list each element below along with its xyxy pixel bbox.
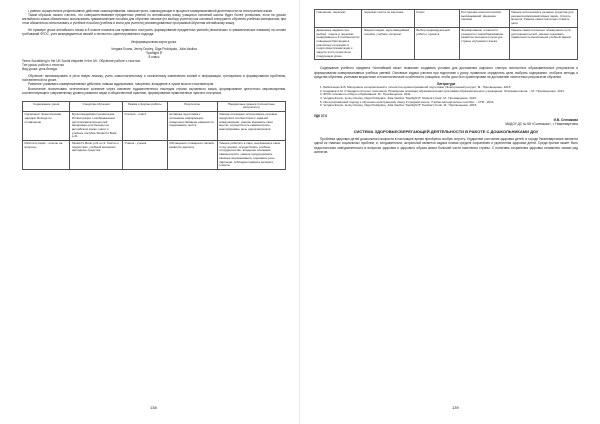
table-cell: Формирование готовности учащихся к самообразованию, развитие интереса к культуре страны изучаемого языка [459, 27, 509, 60]
reference-item: 1. Баблаченко Е.В. Материалы интерактивной и личностно-ориентированной подготовки (Электронный ресурс). М.: Просвещение, 2015. [320, 84, 512, 89]
lesson-type: Тип урока: работа с текстом. [22, 63, 65, 68]
table-cell: Класс [414, 10, 459, 28]
table-header: Режим и формы работы [122, 101, 167, 111]
page-number: 138 [150, 404, 157, 410]
paragraph: Развитие: развивать коммуникативные действия, навыки аудирования, говорения, вхождение в чужие мысли и мотиваторов. [28, 82, 215, 87]
table-cell: пересказ текста по картинке [362, 10, 415, 28]
lesson-table [22, 101, 286, 170]
table-cell: Умение использовать речевые средства для решения коммуникативных задач, строить монолог. Умение самостоятельно ставить цели [509, 10, 577, 28]
bullet-paragraph: • умение осуществлять рефлексивное действие самооценивания, самоконтроля, самокоррекции в процессе коммуникативной деятельности на иностранном языке. [22, 9, 286, 13]
paragraph: Проблема здоровья детей дошкольного возраста в настоящее время приобрела особую остроту. Ухудшение состояния здоровья детей, в городе Нижневартовске является одной из главных социальных проблем, и, следовательно, актуальной является задача поиска средств сохранения и укрепления здоровья детей. Среди причин может быть недостаточная осведомленность в вопросах здоровья и здорового образа жизни большей части населения страны. С понятием сохранения здоровья неизменно связан ряд аспектов. [314, 137, 578, 154]
table-cell: Говорение, пересказ [315, 10, 362, 28]
table-cell: Мультимедийная презентация. Иллюстрации с изображением достопримечательностей, материалы для беседы на английском языке; книги и учебное пособие Student's Book p.21 [70, 112, 123, 141]
udk-code: УДК 37.0 [314, 114, 328, 119]
reference-item: 4. Vergara Evans, Jenny Dooley, Olga Podolyako, Julia Vaulina "Spotlight 8" Student's book. М.: Просвещение, 2015. [320, 95, 477, 100]
paragraph: Содержание учебного предмета «Английский язык» позволяет создавать условия для достижения широкого спектра личностных образовательных результатов и формирования коммуникативных учебных умений. Основные задачи учителя при подготовке к уроку: правильно определить цели, выбрать содержание, отобрать методы и средства обучения, учитывая возрастные и психологические особенности учащихся, чтобы урок был ориентирован на достижение личностных результатов обучения. [314, 66, 578, 79]
table-header-row [23, 101, 286, 111]
lesson-form: Вид урока: урок-беседа. [22, 67, 58, 72]
table-cell: Умение самостоятельно планировать пути достижения целей, умение оценивать правильность выполнения учебной задачи [509, 27, 577, 60]
table-row [23, 112, 286, 141]
table-row [315, 27, 578, 60]
reference-item: 6. Vergara Evans, Jenny Dooley, Olga Podolyako, Julia Vaulina "Spotlight 8" Teacher's book. М.: Просвещение, 2015. [320, 103, 478, 108]
lesson-table-continued [314, 9, 578, 60]
table-cell: Умение работать в паре, высказывать свою точку зрения, осуществлять учебное сотрудничество, владение основами самоконтроля, умение продуцировать связные высказывания, оценивать речь партнера, соблюдая правила речевого этикета [217, 141, 285, 170]
lesson-course: "Spotlight 8" [145, 50, 163, 55]
article-author: И.В. Сенникова [553, 118, 578, 123]
lesson-topic: Teens Socializing in the UK Social etiquette in the UK. Обучение работе с текстом. [22, 58, 141, 63]
table-row [315, 10, 578, 28]
paragraph: Не примере урока английского языка в 8 классе показать как правильно построить формирование предметных умений (лексических и грамматических навыков) на основе требований ФГОС, учет межпредметных связей и личностно-ориентированного подхода. [22, 28, 286, 37]
table-header: Результаты [167, 101, 217, 111]
table-header: Содержание урока [23, 101, 70, 111]
reference-item: 3. ФГОС основного общего образования. М.: Просвещение, 2011. [320, 92, 412, 97]
table-cell: Работа в парах - ответы на вопросы [23, 141, 70, 170]
table-header: Предметные умения (личностные результаты) [217, 101, 285, 111]
reference-item: 5. Интегрированный подход к обучению иностранному языку в средней школе. Учебно-методическое пособие. – СПб., 2014. [320, 99, 495, 104]
table-cell: Энциклопедии, мультимедийная техника, учебник, интернет [362, 27, 415, 60]
table-cell: Обогащение словарного запаса, развитие диалога [167, 141, 217, 170]
table-cell: Выбор индивидуальной работы, проекта [414, 27, 459, 60]
paragraph: Таким образом, можно считать, что совершенствование предметных умений по английскому языку учащихся основной школы будет более успешным, если на уроках английского языка обязательно использовать грамматические пособия для обучения лексике (по выбору учителя) как основной инструмент обучения учебным материалам, при этом обязательно использовать и учебные пособия (учебник и книги для учителя) рекомендованные программой обучения английскому языку. [22, 13, 286, 26]
table-cell: Домашнее задание (на выбор): чтение и пересказ информации о 6 особенностях поведения британцев в различных ситуациях и подготовка презентации к защите этого проекта на следующем уроке [315, 27, 362, 60]
table-cell: Ученик - ученик [122, 141, 167, 170]
table-cell: Учитель - класс [122, 112, 167, 141]
article-title: СИСТЕМА ЗДОРОВЬЕСБЕРЕГАЮЩЕЙ ДЕЯТЕЛЬНОСТИ В РАБОТЕ С ДОШКОЛЬНИКАМИ ДОУ [353, 129, 539, 135]
reference-item: 2. Кондаков А.М. Стандарты второго поколения. Примерная основная образовательная программа образовательного учреждения. Основная школа. – М.: Просвещение, 2011. [320, 88, 565, 93]
table-cell: Оргмомент. Фонетическая зарядка, Беседа по оглавлению [23, 112, 70, 141]
info-heading: Информационная карта урока. [131, 39, 177, 44]
author-organization: МАДОУ ДС № 68 «Солнышко», г. Нижневартовск [505, 122, 578, 127]
lesson-authors: Vergara Evans, Jenny Dooley, Olga Podolyako, Julia Vaulina [111, 46, 197, 51]
right-page [300, 0, 600, 424]
page-number: 139 [452, 404, 459, 410]
table-cell: Умение осознанно использовать речевые средства в соответствии с задачей коммуникации, умение выражать свои мысли, осуществлять самоконтроль, анализировать речь одноклассников [217, 112, 285, 141]
table-cell: Активная подготовка к осознанию информации, совершенствование навыков по содержанию текста [167, 112, 217, 141]
paragraph: Воспитание: воспитывать эстетическое сознание через освоение художественного наследия страны изучаемого языка, формирование целостного мировоззрения, соответствующего современному уровню развития науки и общественной практики, формирование нравственных чувств и поступков. [22, 86, 286, 95]
table-cell: Построение монологических высказываний, введение лексики [459, 10, 509, 28]
lesson-grade: 8 класс [148, 54, 160, 59]
references-list [314, 86, 578, 108]
paragraph: Обучение: активизировать в речи новую лексику, учить самостоятельному и осознанному извлечению знаний и информации, тренировать в формировании проблемы, поставленной на уроке. [22, 74, 286, 83]
references-heading: Литература [436, 81, 456, 86]
table-cell: Student's Book p.21 ex.3. Тексты о подростках, учебный материал, наглядные средства [70, 141, 123, 170]
table-header: Средства обучения [70, 101, 123, 111]
table-row [23, 141, 286, 170]
